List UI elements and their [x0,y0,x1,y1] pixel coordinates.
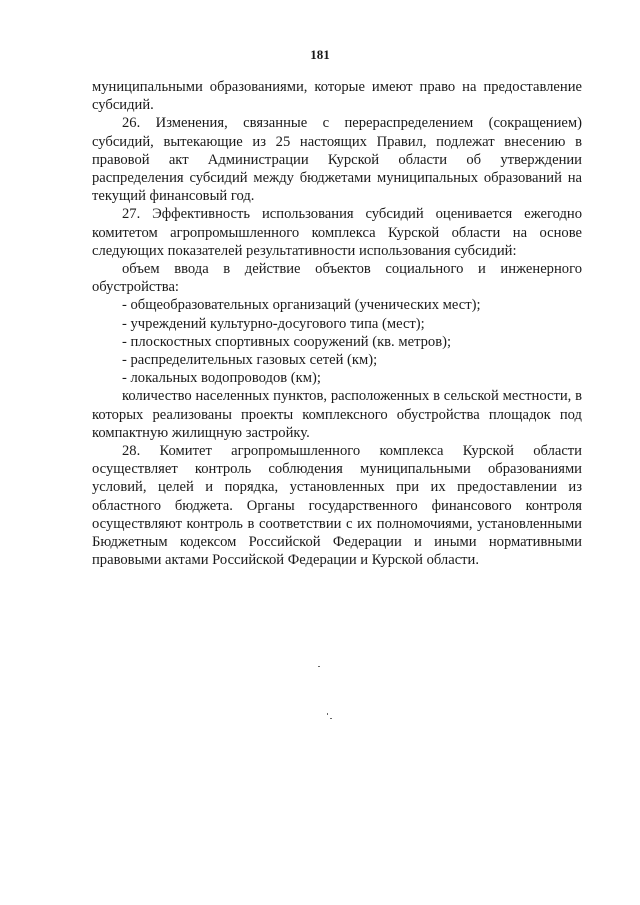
list-item: - локальных водопроводов (км); [122,370,321,387]
page-number: 181 [310,47,330,62]
paragraph-27: 27. Эффективность использования субсидий оценивается ежегодно комитетом агропромышленного комплекса Курской области на основе следующих показателей результативности использования субсидий: [92,206,582,259]
indicator-intro: объем ввода в действие объектов социального и инженерного обустройства: [92,261,582,296]
list-item: - распределительных газовых сетей (км); [122,352,378,369]
list-item: - учреждений культурно-досугового типа (мест); [122,315,425,332]
document-body [92,78,582,569]
scan-speck [318,666,320,667]
scan-speck [330,718,332,719]
paragraph-continuation: муниципальными образованиями, которые имеют право на предоставление субсидий. [92,79,582,114]
settlements-indicator: количество населенных пунктов, расположенных в сельской местности, в которых реализованы проекты комплексного обустройства площадок под компактную жилищную застройку. [92,388,582,441]
list-item: - общеобразовательных организаций (ученических мест); [122,297,481,314]
scan-speck [327,713,328,715]
list-item: - плоскостных спортивных сооружений (кв. метров); [122,333,452,350]
paragraph-28: 28. Комитет агропромышленного комплекса Курской области осуществляет контроль соблюдения муниципальными образованиями условий, целей и порядка, установленных при их предоставлении из областного бюджета. Органы государственного финансового контроля осуществляют контроль в соответствии с их полномочиями, установленными Бюджетным кодексом Российской Федерации и иными нормативными правовыми актами Российской Федерации и Курской области. [92,443,582,569]
paragraph-26: 26. Изменения, связанные с перераспределением (сокращением) субсидий, вытекающие из 25 настоящих Правил, подлежат внесению в правовой акт Администрации Курской области об утверждении распределения субсидий между бюджетами муниципальных образований на текущий финансовый год. [92,115,582,205]
